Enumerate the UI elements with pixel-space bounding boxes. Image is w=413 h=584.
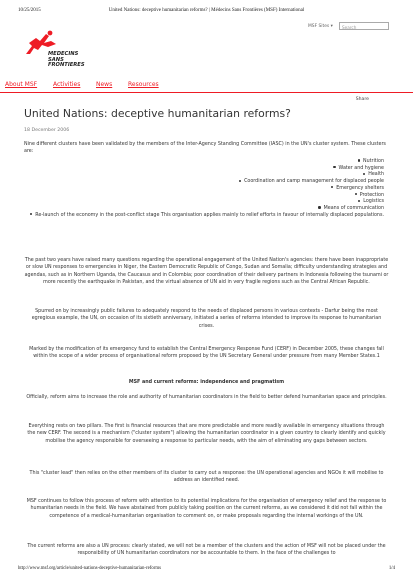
article-paragraph-7: MSF continues to follow this process of reform with attention to its potential implications for the organisation of emergency relief and the response to humanitarian needs in the field. We have abstained from publicly taking position on the current reforms, as we considered it did not fall within the competence of a medical-humanitarian organisation to comment on, or make proposals regarding the internal workings of the UN. — [26, 499, 387, 519]
list-item: Health — [30, 172, 384, 179]
article-paragraph-1: The past two years have raised many questions regarding the operational engagement of the United Nation's agencies: there have been inappropriate or slow UN responses to emergencies in Niger, the Eastern Democratic Republic of Congo, Sudan and Somalia; difficulty understanding strategies and agendas, such as in Northern Uganda, the Caucasus and in Colombia; poor coordination of their delivery partners in Indonesia following the tsunami or more recently the earthquake in Pakistan, and the virtual absence of UN aid in very fragile regions such as the Central African Republic. — [24, 258, 389, 285]
article-paragraph-5: Everything rests on two pillars. The first is financial resources that are more predictable and more readily available in emergency situations through the new CERF. The second is a mechanism ("cluster system") allowing the humanitarian coordinator in a given country to clearly identify and quickly mobilise the agency responsible for overseeing a response to particular needs, with the aim of eliminating any gaps between sectors. — [27, 424, 386, 444]
share-link[interactable]: Share — [355, 97, 369, 102]
print-page-title: United Nations: deceptive humanitarian reforms? | Médecins Sans Frontières (MSF) International — [108, 8, 305, 13]
msf-sites-select[interactable]: MSF Sites ▾ — [308, 24, 333, 29]
nav-activities[interactable]: Activities — [53, 81, 81, 88]
print-page-number: 1/4 — [388, 566, 395, 571]
article-paragraph-4: Officially, reform aims to increase the role and authority of humanitarian coordinators in the field to better defend humanitarian space and principles. — [26, 395, 387, 400]
list-item: Coordination and camp management for displaced people — [30, 179, 384, 186]
nav-about-msf[interactable]: About MSF — [5, 81, 38, 88]
article-paragraph-6: This "cluster lead" then relies on the other members of its cluster to carry out a response: the UN operational agencies and NGOs it will mobilise to address an identified need. — [29, 471, 384, 484]
list-item: Logistics — [30, 199, 384, 206]
article-date: 18 December 2006 — [24, 128, 70, 133]
logo-wordmark — [48, 52, 85, 69]
print-url: http://www.msf.org/article/united-nations-deceptive-humanitarian-reforms — [18, 566, 161, 571]
article-paragraph-3: Marked by the modification of its emergency fund to establish the Central Emergency Response Fund (CERF) in December 2005, these changes fall within the scope of a wider process of organisational reform proposed by the UN Secretary General under pressure from many Member States.1 — [29, 347, 384, 360]
main-nav — [0, 77, 413, 93]
list-item: Re-launch of the economy in the post-conflict stage This organisation applies mainly to relief efforts in favour of internally displaced populations. — [30, 213, 384, 220]
nav-resources[interactable]: Resources — [128, 81, 159, 88]
print-header — [18, 8, 395, 18]
nav-news[interactable]: News — [96, 81, 113, 88]
list-item: Water and hygiene — [30, 166, 384, 173]
article-title: United Nations: deceptive humanitarian reforms? — [24, 107, 291, 120]
list-item: Nutrition — [30, 159, 384, 166]
print-date: 10/25/2015 — [18, 8, 41, 13]
msf-logo[interactable] — [24, 30, 84, 72]
section-heading: MSF and current reforms: independence and pragmatism — [128, 380, 285, 385]
article-paragraph-8: The current reforms are also a UN process: clearly stated, we will not be a member of the clusters and the action of MSF will not be placed under the responsibility of UN humanitarian coordinators nor be accountable to them. In the face of the challenges to — [27, 544, 386, 557]
list-item: Means of communication — [30, 206, 384, 213]
article-paragraph-2: Spurred on by increasingly public failures to adequately respond to the needs of displaced persons in various contexts - Darfur being the most egregious example, the UN, on occasion of its sixtieth anniversary, initiated a series of reforms intended to improve its response to humanitarian crises. — [31, 309, 382, 329]
list-item: Protection — [30, 193, 384, 200]
logo-line2: SANS FRONTIERES — [48, 56, 85, 68]
article-intro: Nine different clusters have been validated by the members of the Inter-Agency Standing Committee (IASC) in the UN's cluster system. These clusters are: — [24, 142, 386, 155]
logo-line1: MEDECINS — [48, 51, 79, 57]
cluster-list — [30, 159, 384, 219]
list-item: Emergency shelters — [30, 186, 384, 193]
search-input[interactable]: Search — [339, 22, 389, 30]
